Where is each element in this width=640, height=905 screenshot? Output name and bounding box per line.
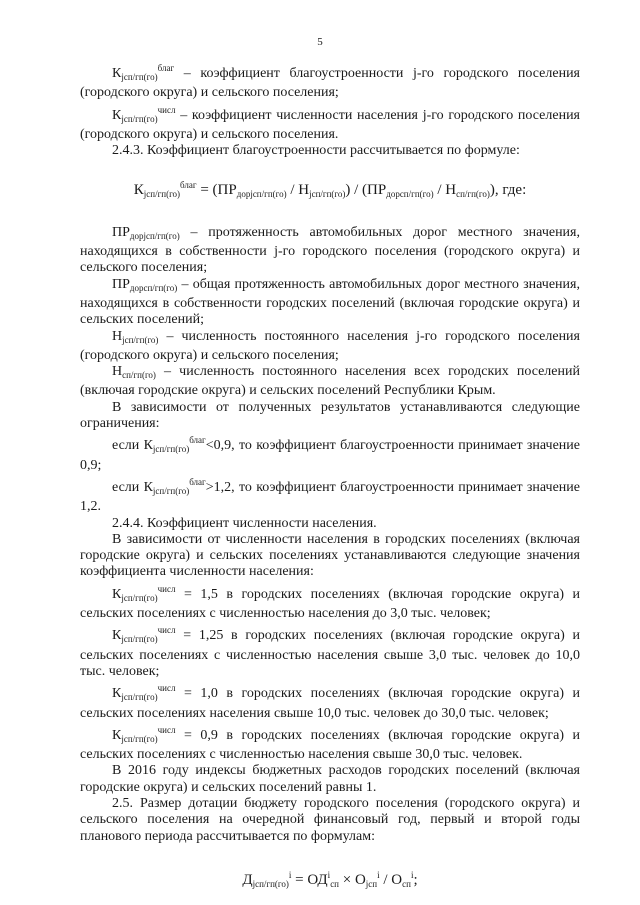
- page-number: 5: [317, 36, 323, 48]
- paragraph-restriction-min: если $К_{jсп/гп(го)}^{благ}<0,9$, то коэффициент благоустроенности принимает значение 0,9;: [80, 435, 581, 473]
- paragraph-n-total: $Н_{сп/гп(го)}$ – численность постоянного населения всех городских поселений (включая городские округа) и сельских поселений Республики Крым.: [80, 364, 580, 399]
- document-body: [80, 60, 580, 892]
- paragraph-restrictions-intro: В зависимости от полученных результатов устанавливаются следующие ограничения:: [80, 399, 580, 432]
- paragraph-k-blag-definition: $К_{jсп/гп(го)}^{благ}$ – коэффициент благоустроенности j-го городского поселения (городского округа) и сельского поселения;: [80, 63, 580, 101]
- paragraph-2-4-4: 2.4.4. Коэффициент численности населения.: [112, 515, 377, 531]
- paragraph-indices-2016: В 2016 году индексы бюджетных расходов городских поселений (включая городские округа) и сельских поселений равны 1.: [80, 763, 580, 795]
- formula-blag: $К_{jсп/гп(го)}^{благ} = (ПР_{дорjсп/гп(го)} / Н_{jсп/гп(го)}) / (ПР_{дорсп/гп(го)} / Н_{сп/гп(го)})$, где:: [133, 180, 527, 200]
- paragraph-chisl-1-0: $К_{jсп/гп(го)}^{числ} = 1,0$ в городских поселениях (включая городские округа) и сельских поселениях населения свыше 10,0 тыс. человек до 30,0 тыс. человек;: [80, 683, 580, 721]
- paragraph-chisl-1-5: $К_{jсп/гп(го)}^{числ} = 1,5$ в городских поселениях (включая городские округа) и сельских поселениях с численностью населения до 3,0 тыс. человек;: [80, 583, 580, 622]
- paragraph-restriction-max: если $К_{jсп/гп(го)}^{благ}>1,2$, то коэффициент благоустроенности принимает значение 1,2.: [80, 476, 581, 515]
- paragraph-chisl-0-9: $К_{jсп/гп(го)}^{числ} = 0,9$ в городских поселениях (включая городские округа) и сельских поселениях с численностью населения свыше 30,0 тыс. человек.: [80, 724, 580, 763]
- paragraph-n-j: $Н_{jсп/гп(го)}$ – численность постоянного населения j-го городского поселения (городского округа) и сельского поселения;: [80, 328, 580, 363]
- paragraph-2-4-3: 2.4.3. Коэффициент благоустроенности рассчитывается по формуле:: [112, 143, 520, 159]
- paragraph-population-intro: В зависимости от численности населения в городских поселениях (включая городские округа) и сельских поселениях устанавливаются следующие значения коэффициента численности населения:: [80, 531, 580, 580]
- formula-subsidy: $Д_{jсп/гп(го)}^i = ОД^i_{сп} \times О_{jсп}^i / О_{сп}^i$;: [242, 869, 418, 889]
- paragraph-chisl-1-25: $К_{jсп/гп(го)}^{числ} = 1,25$ в городских поселениях (включая городские округа) и сельских поселениях с численностью населения свыше 3,0 тыс. человек до 10,0 тыс. человек;: [80, 625, 580, 679]
- paragraph-pr-dor: $ПР_{дорсп/гп(го)}$ – общая протяженность автомобильных дорог местного значения, находящихся в собственности городских поселений (включая городские округа) и сельских поселений;: [80, 276, 580, 328]
- paragraph-2-5: 2.5. Размер дотации бюджету городского поселения (городского округа) и сельского поселения на очередной финансовый год, первый и второй годы планового периода рассчитывается по формулам:: [80, 795, 580, 844]
- paragraph-k-chisl-definition: $К_{jсп/гп(го)}^{числ}$ – коэффициент численности населения j-го городского поселения (городского округа) и сельского поселения.: [80, 104, 580, 142]
- paragraph-pr-dorj: $ПР_{дорjсп/гп(го)}$ – протяженность автомобильных дорог местного значения, находящихся в собственности j-го городского поселения (городского округа) и сельского поселения;: [80, 224, 580, 276]
